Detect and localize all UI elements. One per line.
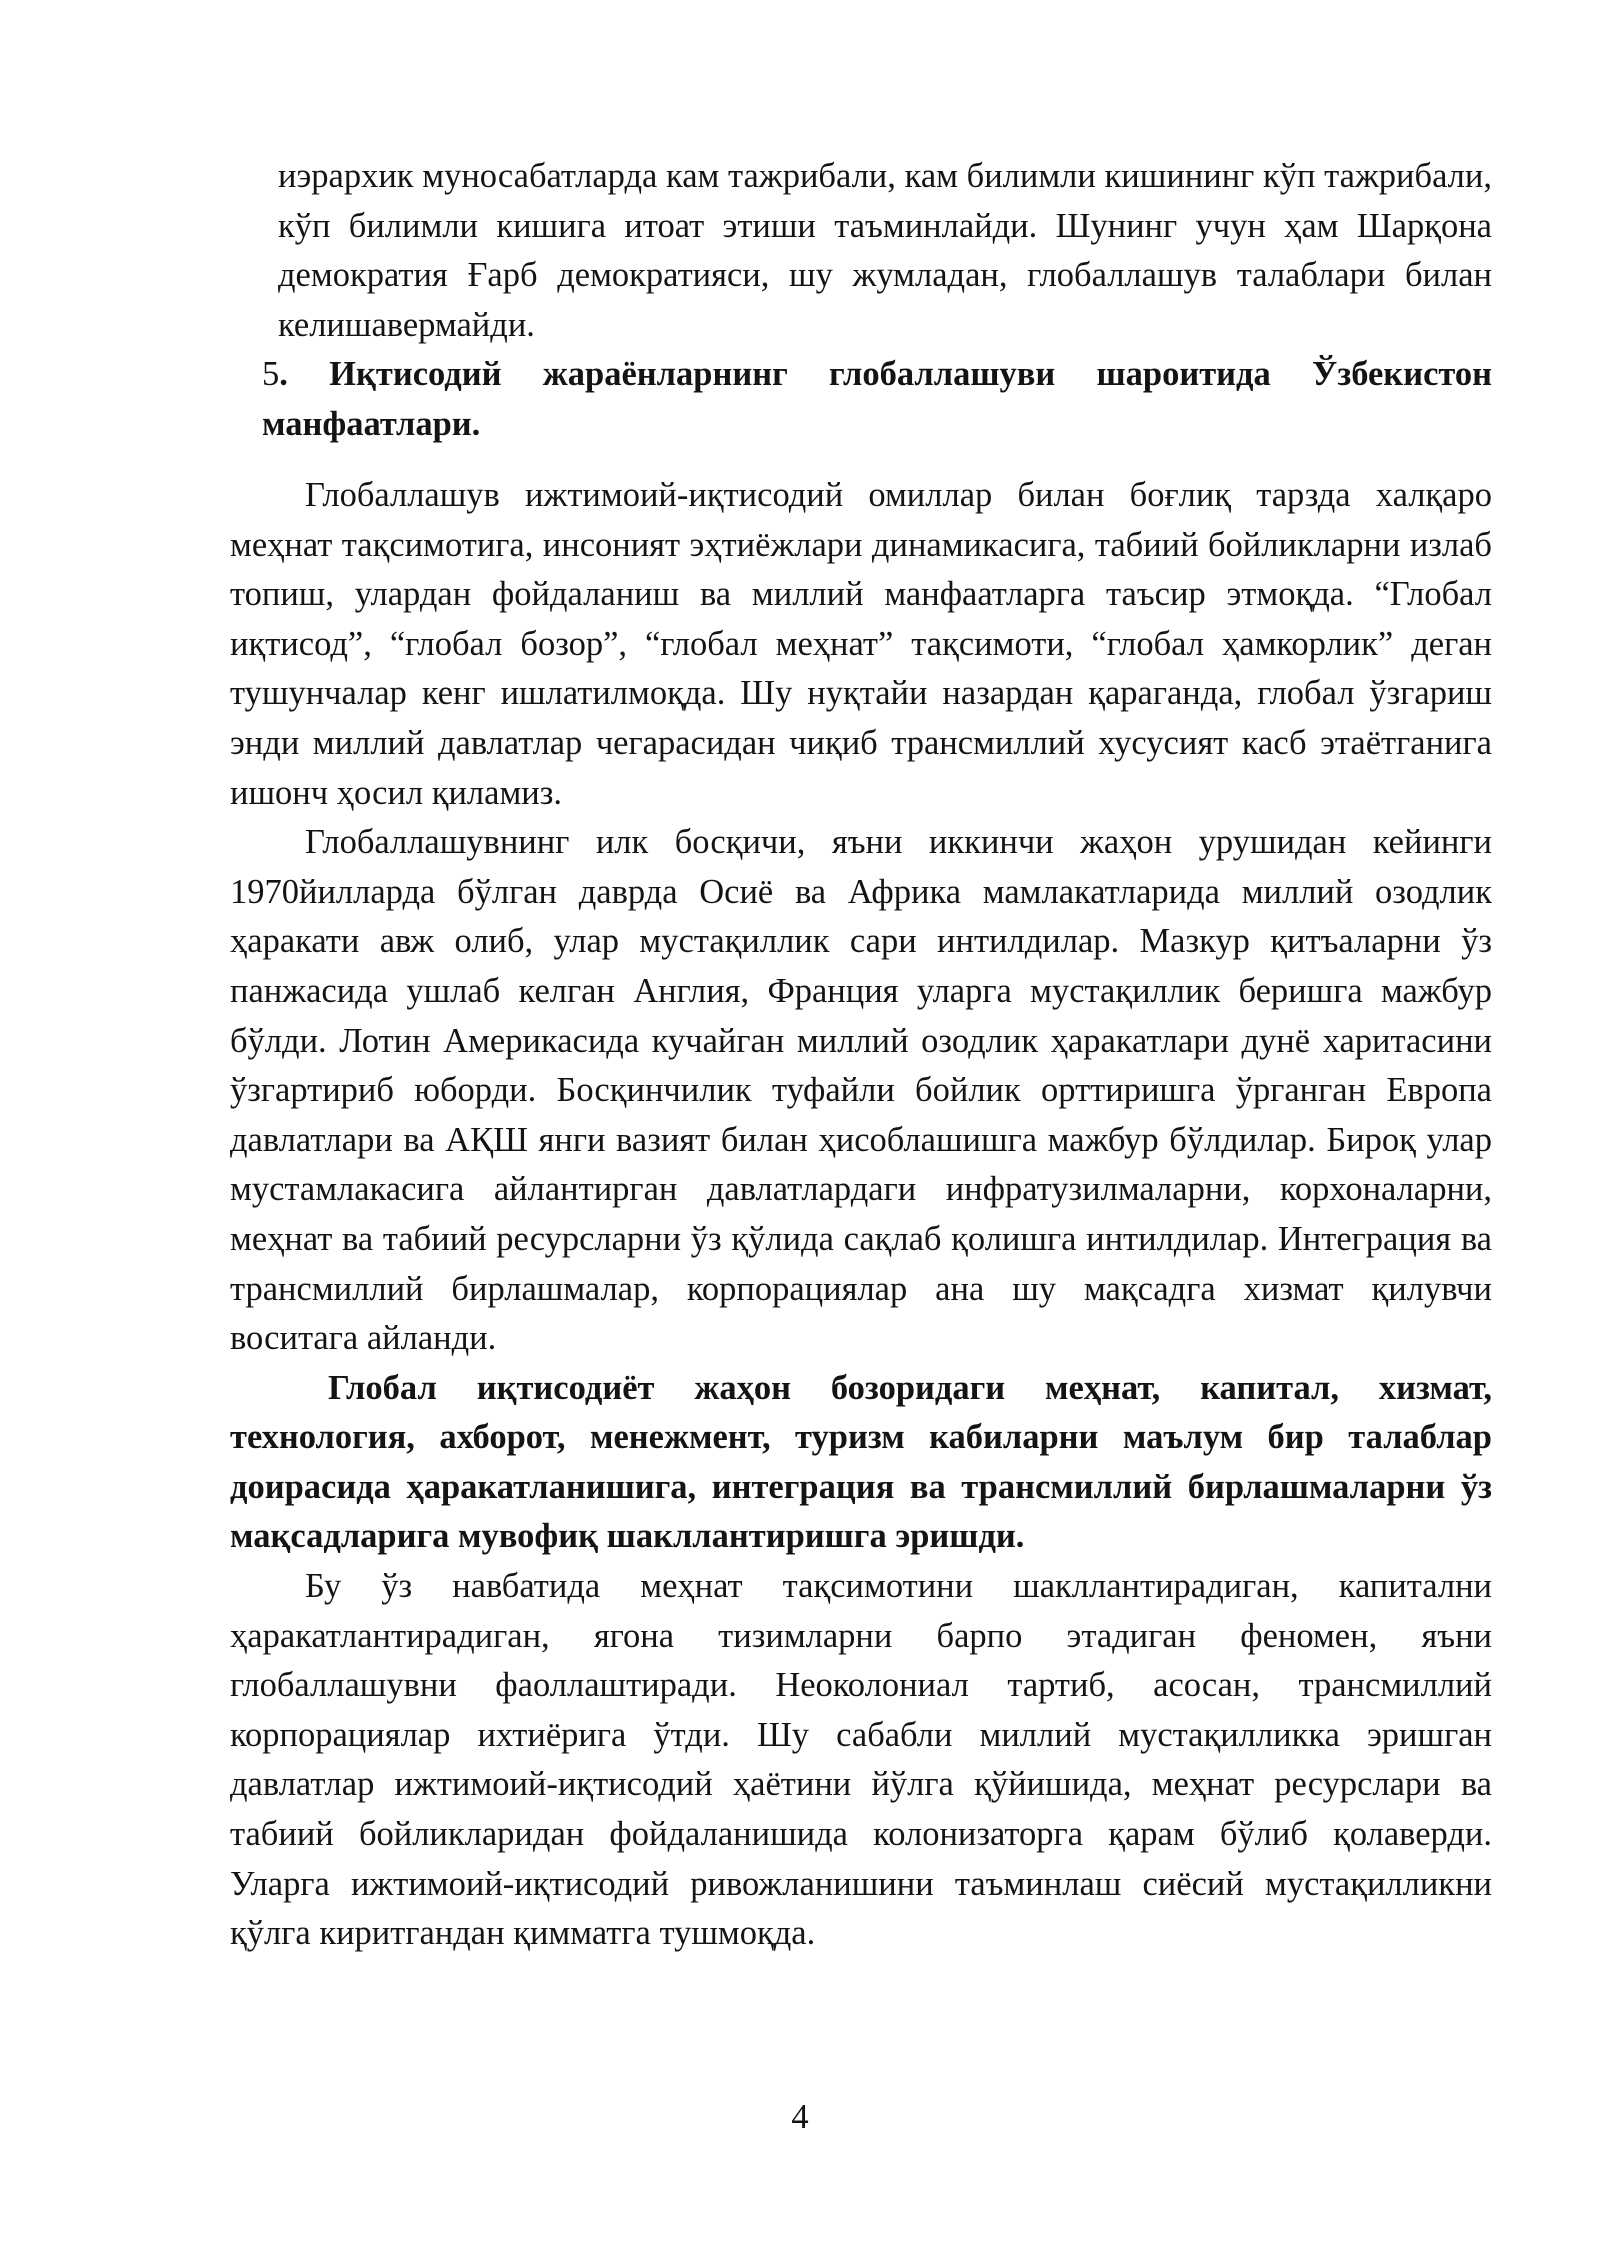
- section-number: 5: [262, 355, 280, 393]
- section-heading: [262, 350, 1492, 449]
- paragraph-neocolonial: Бу ўз навбатида меҳнат тақсимотини шакллантирадиган, капитални ҳаракатлантирадиган, ягона тизимларни барпо этадиган феномен, яъни глобаллашувни фаоллаштиради. Неоколониал тартиб, асосан, трансмиллий корпорациялар ихтиёрига ўтди. Шу сабабли миллий мустақилликка эришган давлатлар ижтимоий-иқтисодий ҳаётини йўлга қўйишида, меҳнат ресурслари ва табиий бойликларидан фойдаланишида колонизаторга қарам бўлиб қолаверди. Уларга ижтимоий-иқтисодий ривожланишини таъминлаш сиёсий мустақилликни қўлга киритгандан қимматга тушмоқда.: [230, 1567, 1492, 1953]
- paragraph-first-stage: Глобаллашувнинг илк босқичи, яъни иккинчи жаҳон урушидан кейинги 1970йилларда бўлган даврда Осиё ва Африка мамлакатларида миллий озодлик ҳаракати авж олиб, улар мустақиллик сари интилдилар. Мазкур қитъаларни ўз панжасида ушлаб келган Англия, Франция уларга мустақиллик беришга мажбур бўлди. Лотин Америкасида кучайган миллий озодлик ҳаракатлари дунё харитасини ўзгартириб юборди. Босқинчилик туфайли бойлик орттиришга ўрганган Европа давлатлари ва АҚШ янги вазият билан ҳисоблашишга мажбур бўлдилар. Бироқ улар мустамлакасига айлантирган давлатлардаги инфратузилмаларни, корхоналарни, меҳнат ва табиий ресурсларни ўз қўлида сақлаб қолишга интилдилар. Интеграция ва трансмиллий бирлашмалар, корпорациялар ана шу мақсадга хизмат қилувчи воситага айланди.: [230, 823, 1492, 1358]
- paragraph-global-economy: Глобал иқтисодиёт жаҳон бозоридаги меҳнат, капитал, хизмат, технология, ахборот, менежмент, туризм кабиларни маълум бир талаблар доирасида ҳаракатланишига, интеграция ва трансмиллий бирлашмаларни ўз мақсадларига мувофиқ шакллантиришга эришди.: [230, 1368, 1492, 1556]
- intro-paragraph: иэрархик муносабатларда кам тажрибали, кам билимли кишининг кўп тажрибали, кўп билимли кишига итоат этиши таъминлайди. Шунинг учун ҳам Шарқона демократия Ғарб демократияси, шу жумладан, глобаллашув талаблари билан келишавермайди.: [278, 157, 1492, 344]
- body-text: [230, 471, 1492, 1959]
- section-title: . Иқтисодий жараёнларнинг глобаллашуви шароитида Ўзбекистон манфаатлари.: [262, 355, 1492, 443]
- paragraph-globalization: Глобаллашув ижтимоий-иқтисодий омиллар билан боғлиқ тарзда халқаро меҳнат тақсимотига, инсоният эҳтиёжлари динамикасига, табиий бойликларни излаб топиш, улардан фойдаланиш ва миллий манфаатларга таъсир этмоқда. “Глобал иқтисод”, “глобал бозор”, “глобал меҳнат” тақсимоти, “глобал ҳамкорлик” деган тушунчалар кенг ишлатилмоқда. Шу нуқтайи назардан қараганда, глобал ўзгариш энди миллий давлатлар чегарасидан чиқиб трансмиллий хусусият касб этаётганига ишонч ҳосил қиламиз.: [230, 476, 1492, 812]
- page-number: 4: [791, 2098, 809, 2136]
